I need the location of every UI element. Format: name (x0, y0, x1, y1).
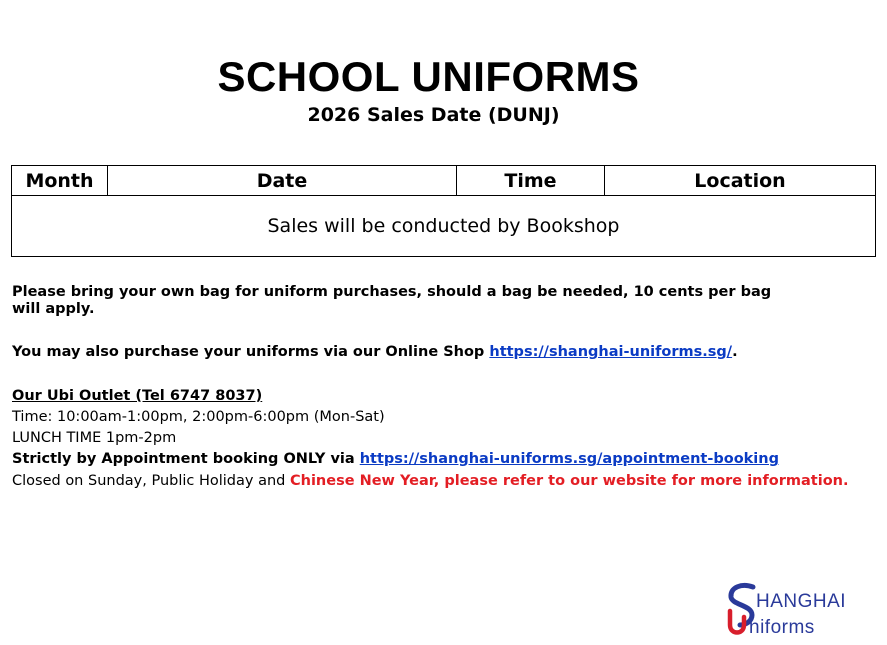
online-shop-text: You may also purchase your uniforms via our Online Shop (12, 344, 490, 360)
column-header-month: Month (12, 166, 108, 196)
outlet-lunch-time: LUNCH TIME 1pm-2pm (12, 430, 177, 446)
closed-text: Closed on Sunday, Public Holiday and (12, 473, 290, 489)
sales-schedule-table (11, 165, 876, 257)
logo-line-1: HANGHAI (756, 591, 847, 612)
column-header-time: Time (457, 166, 605, 196)
table-header-row (12, 166, 876, 196)
online-shop-link[interactable]: https://shanghai-uniforms.sg/ (489, 344, 733, 360)
appointment-notice (12, 451, 872, 468)
column-header-location: Location (605, 166, 876, 196)
page-subtitle: 2026 Sales Date (DUNJ) (307, 104, 560, 126)
logo-line-2: niforms (749, 617, 815, 638)
online-shop-notice (12, 344, 872, 361)
logo-mark-icon (720, 581, 855, 639)
bag-notice: Please bring your own bag for uniform purchases, should a bag be needed, 10 cents per bag will apply. (12, 284, 772, 317)
shanghai-uniforms-logo (720, 581, 855, 639)
closed-highlight: Chinese New Year, please refer to our website for more information. (289, 473, 849, 489)
online-shop-period: . (732, 344, 738, 360)
table-row (12, 196, 876, 257)
table-message-cell: Sales will be conducted by Bookshop (12, 196, 876, 257)
appointment-booking-link[interactable]: https://shanghai-uniforms.sg/appointment-booking (359, 451, 779, 467)
column-header-date: Date (108, 166, 457, 196)
closed-notice (12, 473, 882, 490)
appointment-text: Strictly by Appointment booking ONLY via (12, 451, 360, 467)
page-title: SCHOOL UNIFORMS (217, 53, 640, 100)
outlet-heading: Our Ubi Outlet (Tel 6747 8037) (12, 388, 263, 404)
outlet-hours: Time: 10:00am-1:00pm, 2:00pm-6:00pm (Mon-Sat) (12, 409, 385, 425)
